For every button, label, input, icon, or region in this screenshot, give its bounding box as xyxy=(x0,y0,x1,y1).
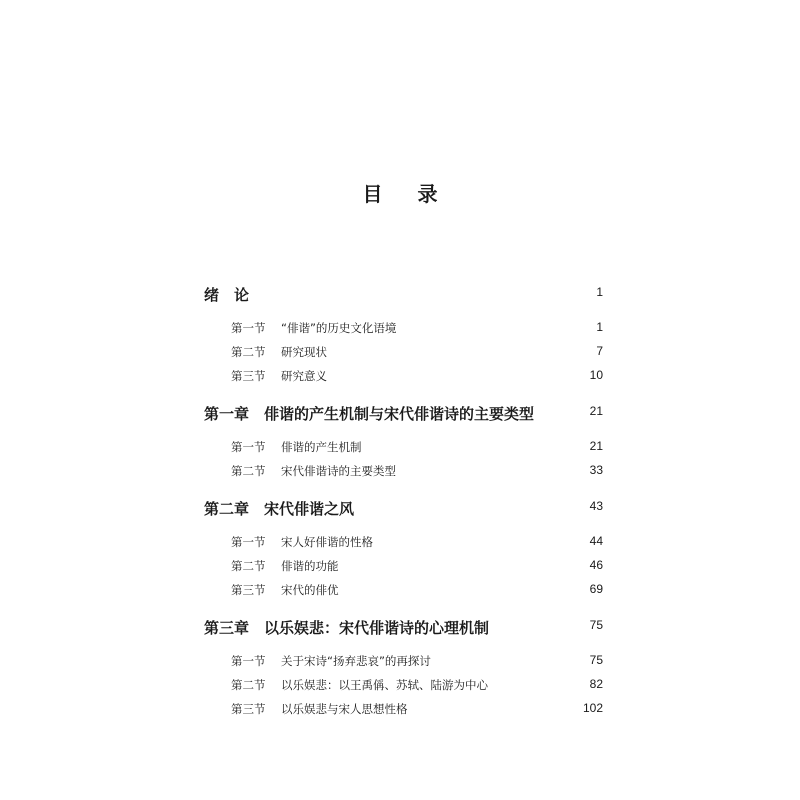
toc-section[interactable] xyxy=(0,461,800,485)
section-title: 关于宋诗“扬弃悲哀”的再探讨 xyxy=(281,654,431,668)
section-number: 第二节 xyxy=(231,345,266,359)
section-page: 82 xyxy=(589,677,603,691)
toc-section[interactable] xyxy=(0,556,800,580)
section-title: 宋人好俳谐的性格 xyxy=(281,535,373,549)
section-title: 宋代的俳优 xyxy=(281,583,339,597)
toc-section[interactable] xyxy=(0,342,800,366)
section-page: 1 xyxy=(596,320,603,334)
section-number: 第二节 xyxy=(231,464,266,478)
section-number: 第二节 xyxy=(231,559,266,573)
section-page: 33 xyxy=(589,463,603,477)
section-number: 第一节 xyxy=(231,654,266,668)
section-title: 以乐娱悲与宋人思想性格 xyxy=(281,702,408,716)
toc-chapter-3[interactable] xyxy=(0,617,800,641)
section-title: 俳谐的产生机制 xyxy=(281,440,362,454)
chapter-page: 43 xyxy=(589,499,603,513)
section-page: 46 xyxy=(589,558,603,572)
chapter-label: 绪 论 xyxy=(204,286,250,304)
section-title: 俳谐的功能 xyxy=(281,559,339,573)
section-number: 第一节 xyxy=(231,440,266,454)
section-number: 第三节 xyxy=(231,583,266,597)
chapter-page: 1 xyxy=(596,285,603,299)
section-page: 102 xyxy=(582,701,603,715)
toc-section[interactable] xyxy=(0,318,800,342)
toc-section[interactable] xyxy=(0,580,800,604)
toc-section[interactable] xyxy=(0,366,800,390)
section-page: 21 xyxy=(589,439,603,453)
toc-section[interactable] xyxy=(0,437,800,461)
toc-chapter-2[interactable] xyxy=(0,498,800,522)
section-number: 第二节 xyxy=(231,678,266,692)
section-title: 研究现状 xyxy=(281,345,327,359)
page-title: 目 录 xyxy=(362,182,452,206)
section-page: 75 xyxy=(589,653,603,667)
section-number: 第三节 xyxy=(231,369,266,383)
toc-section[interactable] xyxy=(0,675,800,699)
section-number: 第三节 xyxy=(231,702,266,716)
chapter-label: 第三章 以乐娱悲：宋代俳谐诗的心理机制 xyxy=(204,619,490,637)
chapter-page: 21 xyxy=(589,404,603,418)
section-number: 第一节 xyxy=(231,535,266,549)
section-page: 10 xyxy=(589,368,603,382)
section-page: 44 xyxy=(589,534,603,548)
toc-section[interactable] xyxy=(0,532,800,556)
section-title: 以乐娱悲：以王禹偁、苏轼、陆游为中心 xyxy=(281,678,488,692)
section-title: 宋代俳谐诗的主要类型 xyxy=(281,464,396,478)
chapter-label: 第一章 俳谐的产生机制与宋代俳谐诗的主要类型 xyxy=(204,405,535,423)
section-title: “俳谐”的历史文化语境 xyxy=(281,321,397,335)
section-page: 7 xyxy=(596,344,603,358)
section-page: 69 xyxy=(589,582,603,596)
toc-chapter-1[interactable] xyxy=(0,403,800,427)
chapter-label: 第二章 宋代俳谐之风 xyxy=(204,500,355,518)
section-title: 研究意义 xyxy=(281,369,327,383)
section-number: 第一节 xyxy=(231,321,266,335)
toc-section[interactable] xyxy=(0,699,800,723)
toc-section[interactable] xyxy=(0,651,800,675)
chapter-page: 75 xyxy=(589,618,603,632)
toc-chapter-intro[interactable] xyxy=(0,284,800,308)
